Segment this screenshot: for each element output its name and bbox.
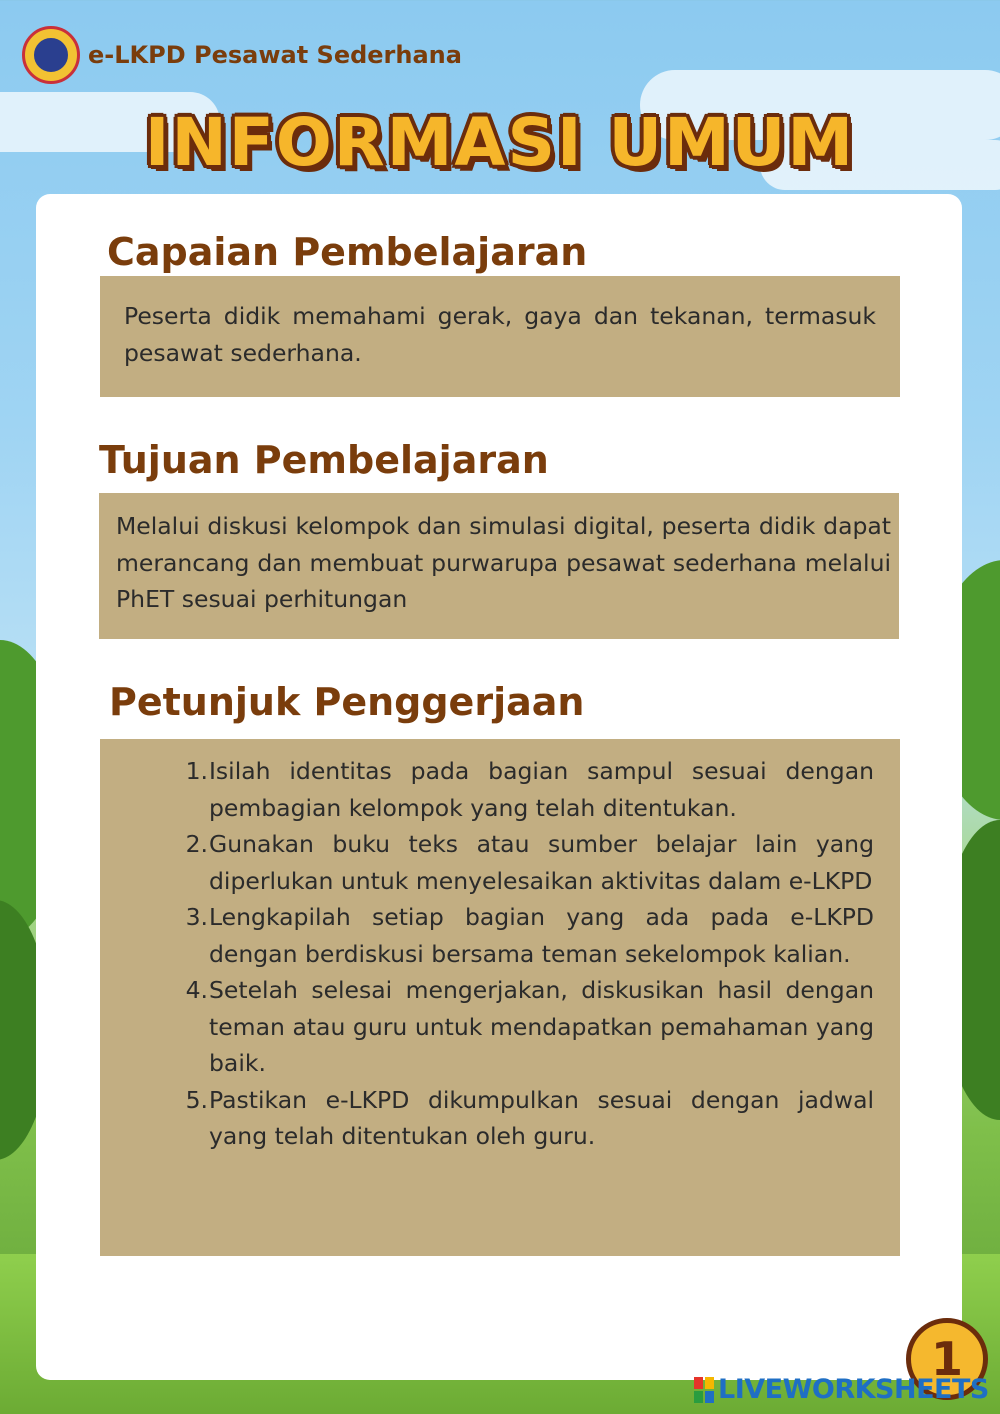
watermark-text: LIVEWORKSHEETS: [718, 1374, 989, 1405]
instruction-list: [184, 753, 874, 1155]
page-title: INFORMASI UMUM: [144, 104, 856, 181]
section-title-capaian: Capaian Pembelajaran: [107, 230, 588, 274]
list-item: 5. Pastikan e-LKPD dikumpulkan sesuai dengan jadwal yang telah ditentukan oleh guru.: [185, 1085, 874, 1150]
page-number-badge: 1: [906, 1318, 988, 1400]
header: [22, 26, 462, 84]
section-title-petunjuk: Petunjuk Penggerjaan: [109, 680, 585, 724]
university-seal-icon: [22, 26, 80, 84]
list-item: 4. Setelah selesai mengerjakan, diskusikan hasil dengan teman atau guru untuk mendapatkan pemahaman yang baik.: [185, 976, 874, 1077]
liveworksheets-watermark: [694, 1374, 989, 1405]
petunjuk-box: [100, 739, 900, 1256]
list-item: 3. Lengkapilah setiap bagian yang ada pada e-LKPD dengan berdiskusi bersama teman sekelompok kalian.: [185, 903, 874, 968]
tujuan-box: [99, 493, 899, 639]
app-title: e-LKPD Pesawat Sederhana: [88, 41, 462, 69]
content-card: [36, 194, 962, 1380]
capaian-text: Peserta didik memahami gerak, gaya dan tekanan, termasuk pesawat sederhana.: [124, 302, 876, 367]
list-item: 2. Gunakan buku teks atau sumber belajar lain yang diperlukan untuk menyelesaikan aktivitas dalam e-LKPD: [185, 830, 874, 895]
section-title-tujuan: Tujuan Pembelajaran: [99, 438, 549, 482]
capaian-box: [100, 276, 900, 397]
liveworksheets-logo-icon: [694, 1377, 714, 1403]
list-item: 1. Isilah identitas pada bagian sampul sesuai dengan pembagian kelompok yang telah ditentukan.: [185, 757, 874, 822]
tujuan-text: Melalui diskusi kelompok dan simulasi digital, peserta didik dapat merancang dan membuat purwarupa pesawat sederhana melalui PhET sesuai perhitungan: [116, 512, 891, 613]
